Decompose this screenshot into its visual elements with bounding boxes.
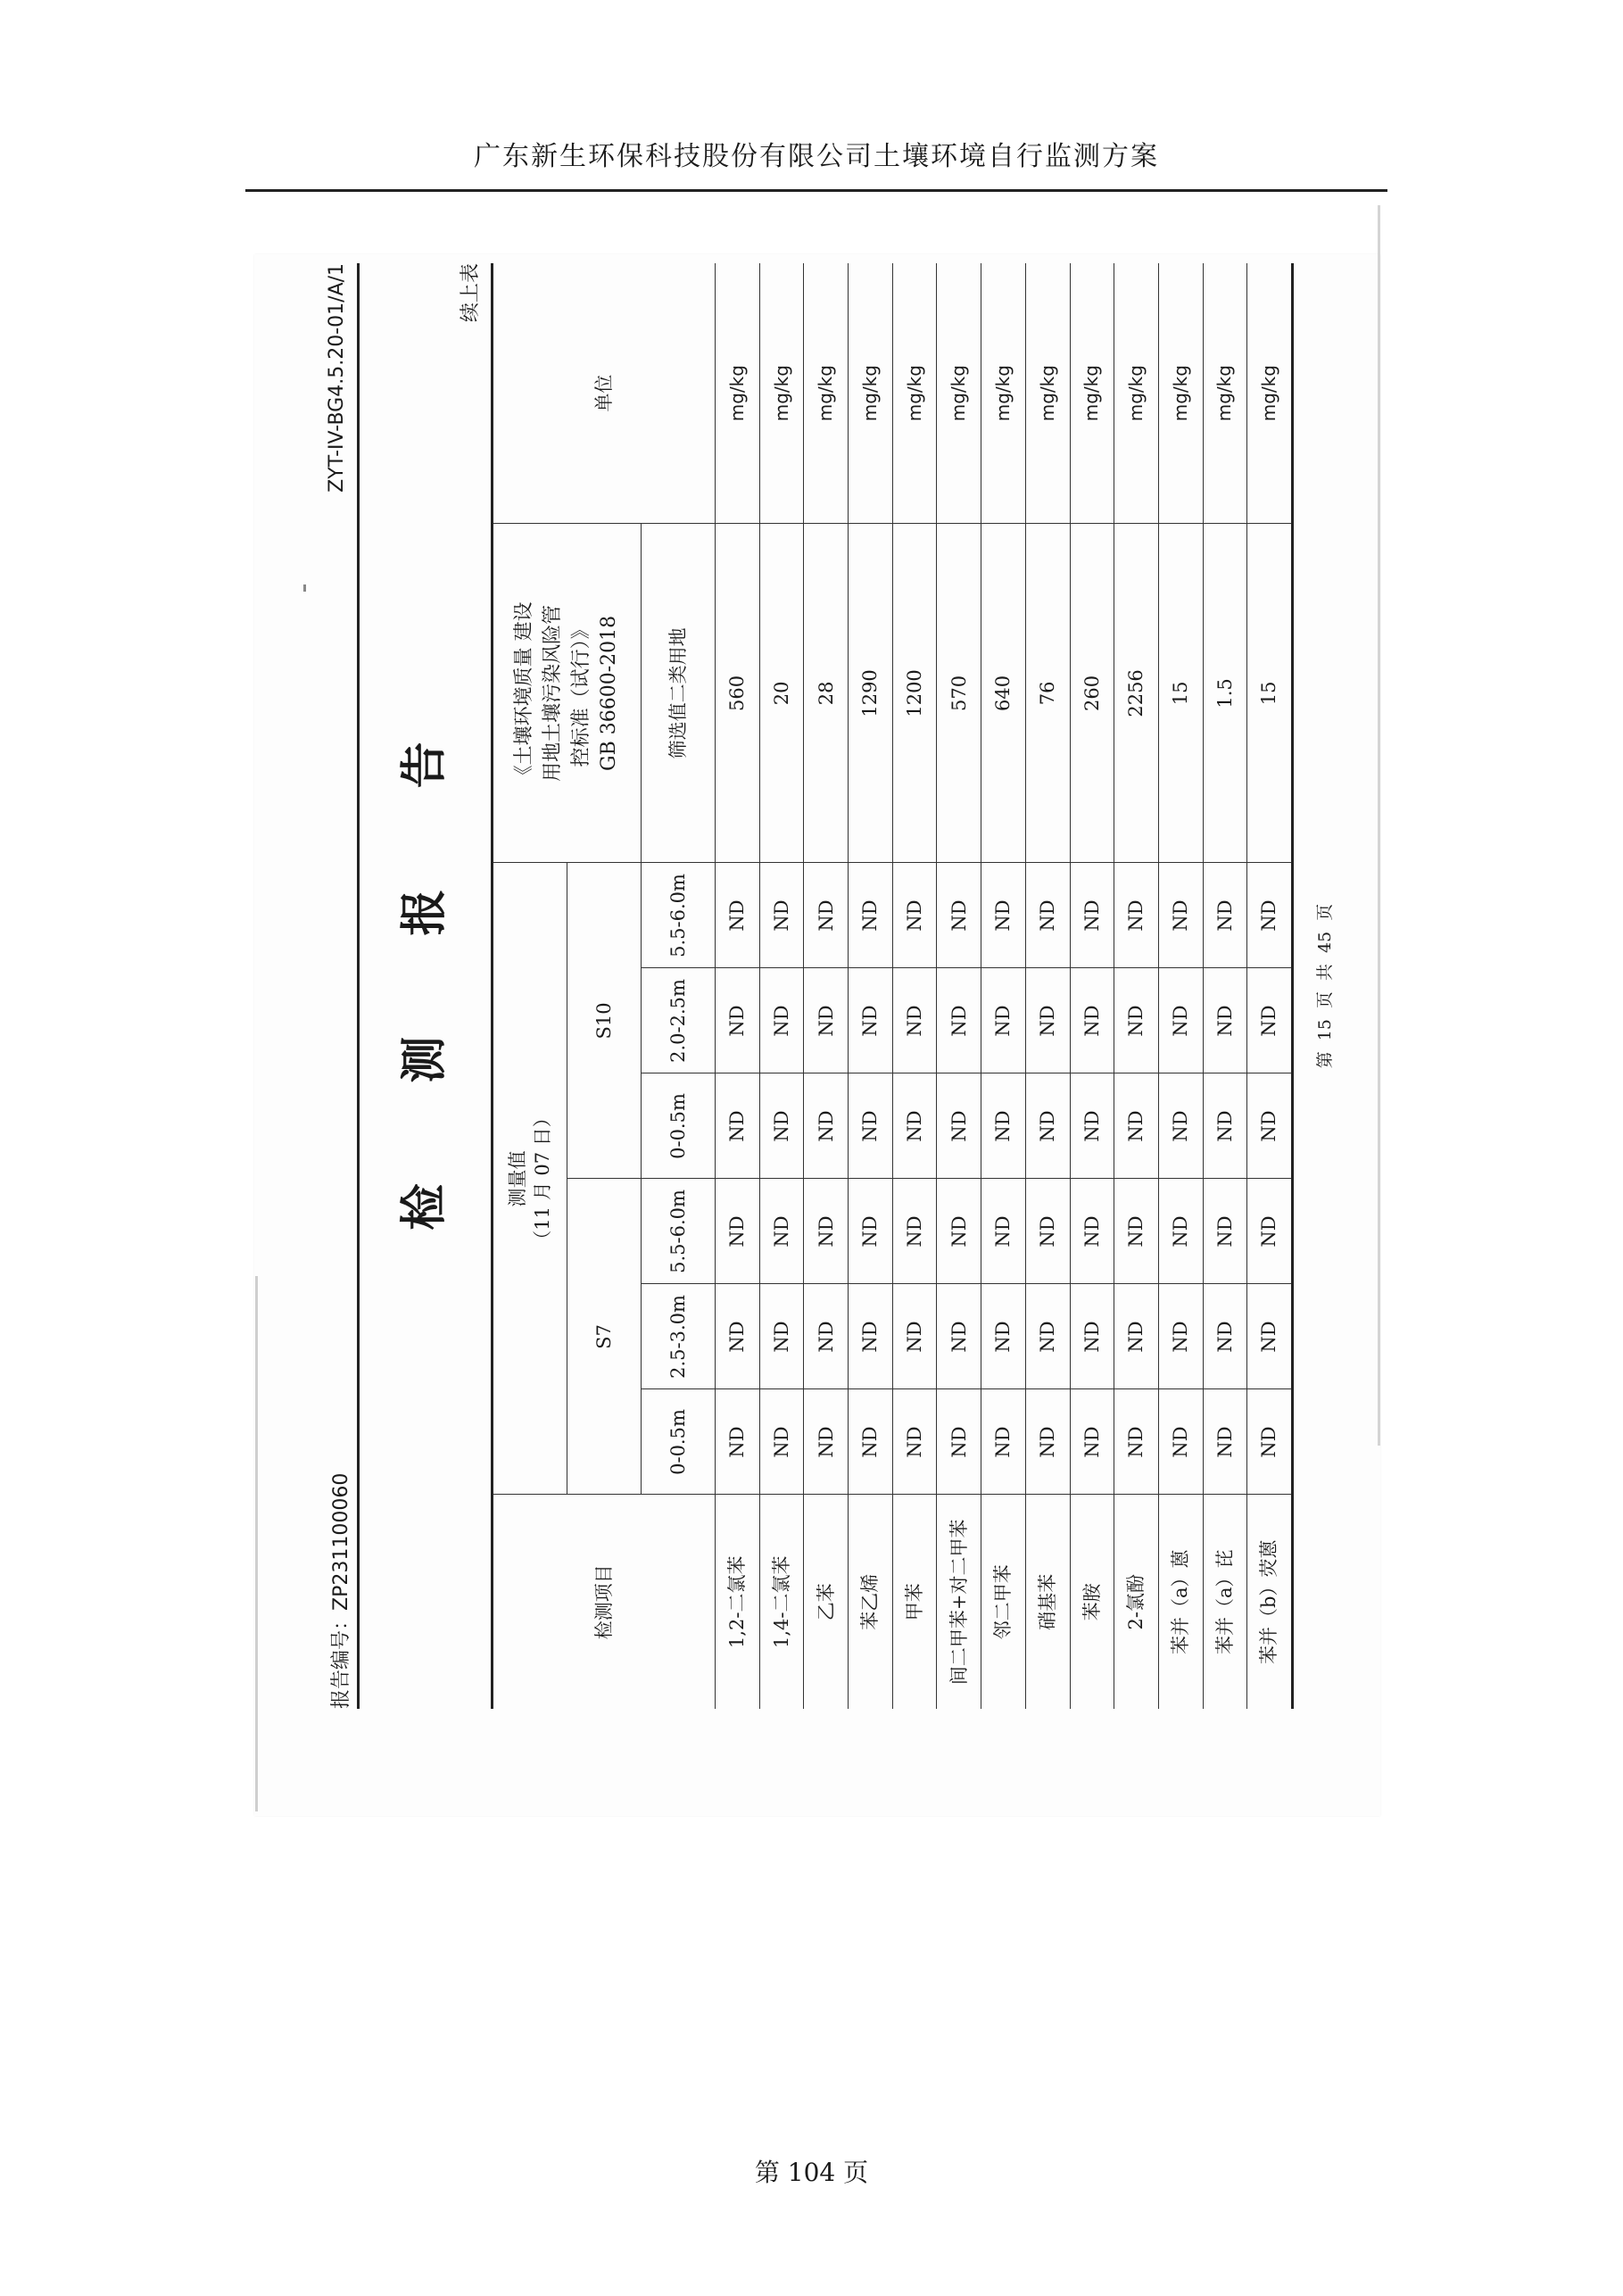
value-cell: ND: [759, 968, 804, 1073]
standard-cell: 2256: [1114, 524, 1159, 863]
value-cell: ND: [1247, 968, 1293, 1073]
unit-cell: mg/kg: [804, 263, 849, 524]
value-cell: ND: [1203, 1284, 1247, 1389]
table-row: [1114, 263, 1159, 1709]
standard-header: [493, 524, 642, 863]
item-cell: 苯并（a）蒽: [1158, 1495, 1203, 1709]
item-cell: 苯并（b）荧蒽: [1247, 1495, 1293, 1709]
table-row: [849, 263, 893, 1709]
results-body: [716, 263, 1293, 1709]
value-cell: ND: [1203, 863, 1247, 968]
value-cell: ND: [1070, 968, 1114, 1073]
value-cell: ND: [759, 1389, 804, 1495]
value-cell: ND: [1247, 1284, 1293, 1389]
value-cell: ND: [1203, 1073, 1247, 1179]
unit-cell: mg/kg: [716, 263, 760, 524]
value-cell: ND: [1114, 1073, 1159, 1179]
form-code: ZYT-IV-BG4.5.20-01/A/1: [326, 263, 348, 493]
unit-cell: mg/kg: [892, 263, 937, 524]
item-cell: 2-氯酚: [1114, 1495, 1159, 1709]
unit-cell: mg/kg: [1114, 263, 1159, 524]
value-cell: ND: [804, 1389, 849, 1495]
page-number: 第 104 页: [754, 2158, 869, 2187]
site-header: S10: [567, 863, 642, 1179]
item-header: 检测项目: [493, 1495, 716, 1709]
continued-note: 续上表: [460, 263, 482, 323]
unit-cell: mg/kg: [759, 263, 804, 524]
depth-header: 0-0.5m: [642, 1389, 716, 1495]
value-cell: ND: [804, 1284, 849, 1389]
standard-cell: 15: [1247, 524, 1293, 863]
value-cell: ND: [849, 1073, 893, 1179]
inner-page-number: 第 15 页 共 45 页: [1315, 903, 1335, 1069]
standard-cell: 20: [759, 524, 804, 863]
value-cell: ND: [716, 863, 760, 968]
value-cell: ND: [981, 1284, 1026, 1389]
value-cell: ND: [1070, 863, 1114, 968]
table-row: [804, 263, 849, 1709]
value-cell: ND: [716, 1179, 760, 1284]
value-cell: ND: [804, 1179, 849, 1284]
table-row: [1247, 263, 1293, 1709]
value-cell: ND: [981, 968, 1026, 1073]
value-cell: ND: [1070, 1179, 1114, 1284]
scan-edge: [255, 1276, 258, 1811]
depth-header: 2.0-2.5m: [642, 968, 716, 1073]
standard-cell: 1.5: [1203, 524, 1247, 863]
value-cell: ND: [1203, 1389, 1247, 1495]
value-cell: ND: [937, 1073, 981, 1179]
unit-cell: mg/kg: [1070, 263, 1114, 524]
standard-cell: 260: [1070, 524, 1114, 863]
item-cell: 苯并（a）芘: [1203, 1495, 1247, 1709]
depth-header: 5.5-6.0m: [642, 1179, 716, 1284]
item-cell: 邻二甲苯: [981, 1495, 1026, 1709]
value-cell: ND: [759, 1073, 804, 1179]
value-cell: ND: [1114, 863, 1159, 968]
value-cell: ND: [892, 968, 937, 1073]
table-row: [759, 263, 804, 1709]
value-cell: ND: [849, 1284, 893, 1389]
results-table-wrapper: [491, 263, 1294, 1709]
value-cell: ND: [849, 968, 893, 1073]
table-row: [716, 263, 760, 1709]
value-cell: ND: [716, 1284, 760, 1389]
value-cell: ND: [849, 1179, 893, 1284]
document-header-title: 广东新生环保科技股份有限公司土壤环境自行监测方案: [474, 141, 1159, 172]
value-cell: ND: [1070, 1073, 1114, 1179]
measured-header: [493, 863, 567, 1495]
table-row: [1025, 263, 1070, 1709]
item-cell: 1,2-二氯苯: [716, 1495, 760, 1709]
unit-cell: mg/kg: [1158, 263, 1203, 524]
value-cell: ND: [981, 1389, 1026, 1495]
value-cell: ND: [804, 968, 849, 1073]
standard-line: 《土壤环境质量 建设: [512, 601, 535, 785]
value-cell: ND: [1114, 968, 1159, 1073]
unit-header: 单位: [493, 263, 716, 524]
value-cell: ND: [1158, 1284, 1203, 1389]
results-table: [491, 263, 1294, 1709]
value-cell: ND: [981, 1179, 1026, 1284]
depth-header: 2.5-3.0m: [642, 1284, 716, 1389]
value-cell: ND: [892, 863, 937, 968]
value-cell: ND: [1247, 1073, 1293, 1179]
item-cell: 间二甲苯+对二甲苯: [937, 1495, 981, 1709]
value-cell: ND: [1114, 1284, 1159, 1389]
standard-cell: 76: [1025, 524, 1070, 863]
unit-cell: mg/kg: [1025, 263, 1070, 524]
value-cell: ND: [1114, 1179, 1159, 1284]
value-cell: ND: [849, 863, 893, 968]
standard-cell: 28: [804, 524, 849, 863]
value-cell: ND: [759, 1179, 804, 1284]
value-cell: ND: [1025, 1179, 1070, 1284]
measured-date: （11 月 07 日）: [532, 1108, 553, 1249]
value-cell: ND: [892, 1389, 937, 1495]
value-cell: ND: [892, 1284, 937, 1389]
standard-line: 控标准（试行）》: [569, 619, 592, 767]
value-cell: ND: [1158, 1179, 1203, 1284]
value-cell: ND: [1158, 1073, 1203, 1179]
value-cell: ND: [759, 1284, 804, 1389]
unit-cell: mg/kg: [1247, 263, 1293, 524]
value-cell: ND: [892, 1073, 937, 1179]
header-divider: [245, 189, 1387, 192]
value-cell: ND: [759, 863, 804, 968]
unit-cell: mg/kg: [937, 263, 981, 524]
unit-cell: mg/kg: [1203, 263, 1247, 524]
value-cell: ND: [981, 863, 1026, 968]
value-cell: ND: [1158, 1389, 1203, 1495]
standard-cell: 1290: [849, 524, 893, 863]
value-cell: ND: [1203, 968, 1247, 1073]
value-cell: ND: [937, 968, 981, 1073]
value-cell: ND: [1158, 863, 1203, 968]
value-cell: ND: [1247, 863, 1293, 968]
standard-line: 用地土壤污染风险管: [541, 604, 564, 782]
value-cell: ND: [937, 1284, 981, 1389]
depth-header: 5.5-6.0m: [642, 863, 716, 968]
item-cell: 硝基苯: [1025, 1495, 1070, 1709]
unit-cell: mg/kg: [849, 263, 893, 524]
report-top-rule: [357, 263, 360, 1709]
item-cell: 1,4-二氯苯: [759, 1495, 804, 1709]
rotated-report-content: [326, 263, 1370, 1709]
value-cell: ND: [1025, 968, 1070, 1073]
scan-speck: [303, 584, 306, 592]
standard-cell: 15: [1158, 524, 1203, 863]
standard-cell: 570: [937, 524, 981, 863]
standard-subheader: 筛选值二类用地: [642, 524, 716, 863]
table-row: [1070, 263, 1114, 1709]
value-cell: ND: [849, 1389, 893, 1495]
value-cell: ND: [804, 1073, 849, 1179]
report-title: 检 测 报 告: [397, 742, 451, 1231]
unit-cell: mg/kg: [981, 263, 1026, 524]
value-cell: ND: [937, 1179, 981, 1284]
value-cell: ND: [716, 968, 760, 1073]
value-cell: ND: [1025, 1389, 1070, 1495]
value-cell: ND: [1158, 968, 1203, 1073]
value-cell: ND: [1025, 1073, 1070, 1179]
report-number: 报告编号：ZP231100060: [330, 1472, 352, 1709]
value-cell: ND: [1247, 1389, 1293, 1495]
value-cell: ND: [892, 1179, 937, 1284]
value-cell: ND: [1070, 1389, 1114, 1495]
value-cell: ND: [1025, 1284, 1070, 1389]
item-cell: 苯胺: [1070, 1495, 1114, 1709]
value-cell: ND: [716, 1073, 760, 1179]
table-row: [892, 263, 937, 1709]
item-cell: 甲苯: [892, 1495, 937, 1709]
value-cell: ND: [937, 863, 981, 968]
standard-cell: 1200: [892, 524, 937, 863]
site-header: S7: [567, 1179, 642, 1495]
table-row: [981, 263, 1026, 1709]
value-cell: ND: [804, 863, 849, 968]
item-cell: 苯乙烯: [849, 1495, 893, 1709]
item-cell: 乙苯: [804, 1495, 849, 1709]
value-cell: ND: [981, 1073, 1026, 1179]
table-row: [1203, 263, 1247, 1709]
scan-edge: [1378, 205, 1380, 1446]
depth-header: 0-0.5m: [642, 1073, 716, 1179]
table-row: [1158, 263, 1203, 1709]
value-cell: ND: [716, 1389, 760, 1495]
measured-label: 测量值: [506, 1150, 528, 1207]
value-cell: ND: [1070, 1284, 1114, 1389]
value-cell: ND: [1247, 1179, 1293, 1284]
value-cell: ND: [1114, 1389, 1159, 1495]
table-row: [937, 263, 981, 1709]
standard-line: GB 36600-2018: [598, 615, 621, 771]
standard-cell: 640: [981, 524, 1026, 863]
value-cell: ND: [1203, 1179, 1247, 1284]
standard-cell: 560: [716, 524, 760, 863]
value-cell: ND: [1025, 863, 1070, 968]
value-cell: ND: [937, 1389, 981, 1495]
